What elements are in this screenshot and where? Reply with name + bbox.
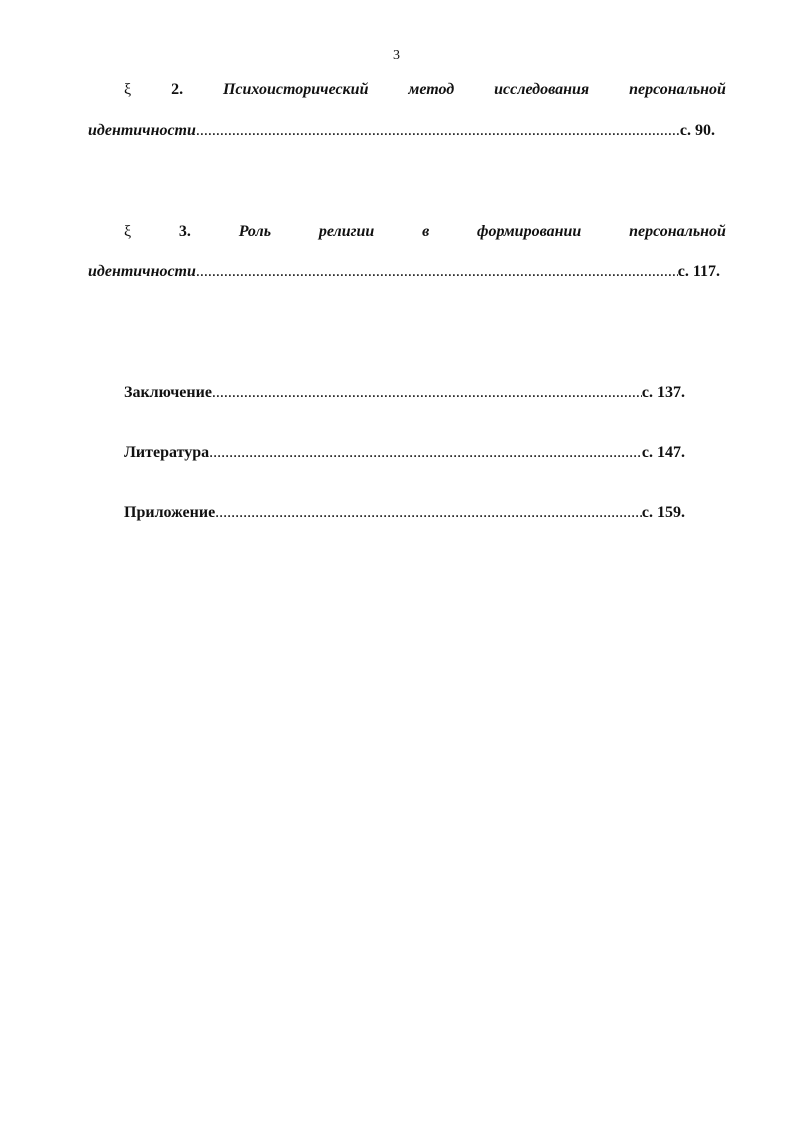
toc-entry-3-continuation — [88, 262, 720, 282]
dot-leader — [212, 383, 642, 403]
entry-number: 2. — [171, 81, 184, 98]
dot-leader — [215, 503, 642, 523]
title-word: Психоисторический — [222, 81, 369, 98]
dot-leader — [196, 121, 680, 141]
dot-leader — [209, 443, 642, 463]
page-ref: с. 159. — [641, 504, 685, 521]
continuation-text: идентичности — [88, 263, 196, 280]
title-word: в — [422, 223, 430, 240]
title-word: персональной — [629, 81, 726, 98]
section-label: Литература — [124, 444, 210, 461]
toc-section-literature — [124, 443, 685, 463]
toc-section-conclusion — [124, 383, 685, 403]
page-ref: с. 90. — [679, 122, 715, 139]
page-ref: с. 147. — [641, 444, 685, 461]
title-word: метод — [408, 81, 455, 98]
section-label: Приложение — [124, 504, 216, 521]
title-word: персональной — [629, 223, 726, 240]
title-word: формировании — [477, 223, 582, 240]
section-label: Заключение — [124, 384, 212, 401]
page-number: 3 — [393, 48, 400, 63]
toc-entry-2-heading — [124, 80, 726, 100]
toc-section-appendix — [124, 503, 685, 523]
dot-leader — [196, 262, 678, 282]
title-word: исследования — [494, 81, 590, 98]
toc-entry-3-heading — [124, 222, 726, 242]
continuation-text: идентичности — [88, 122, 196, 139]
page-ref: с. 137. — [641, 384, 685, 401]
title-word: Роль — [238, 223, 272, 240]
xi-symbol: ξ — [124, 81, 132, 98]
title-word: религии — [318, 223, 375, 240]
entry-number: 3. — [178, 223, 191, 240]
toc-entry-2-continuation — [88, 121, 715, 141]
page-ref: с. 117. — [677, 263, 720, 280]
xi-symbol: ξ — [124, 223, 132, 240]
